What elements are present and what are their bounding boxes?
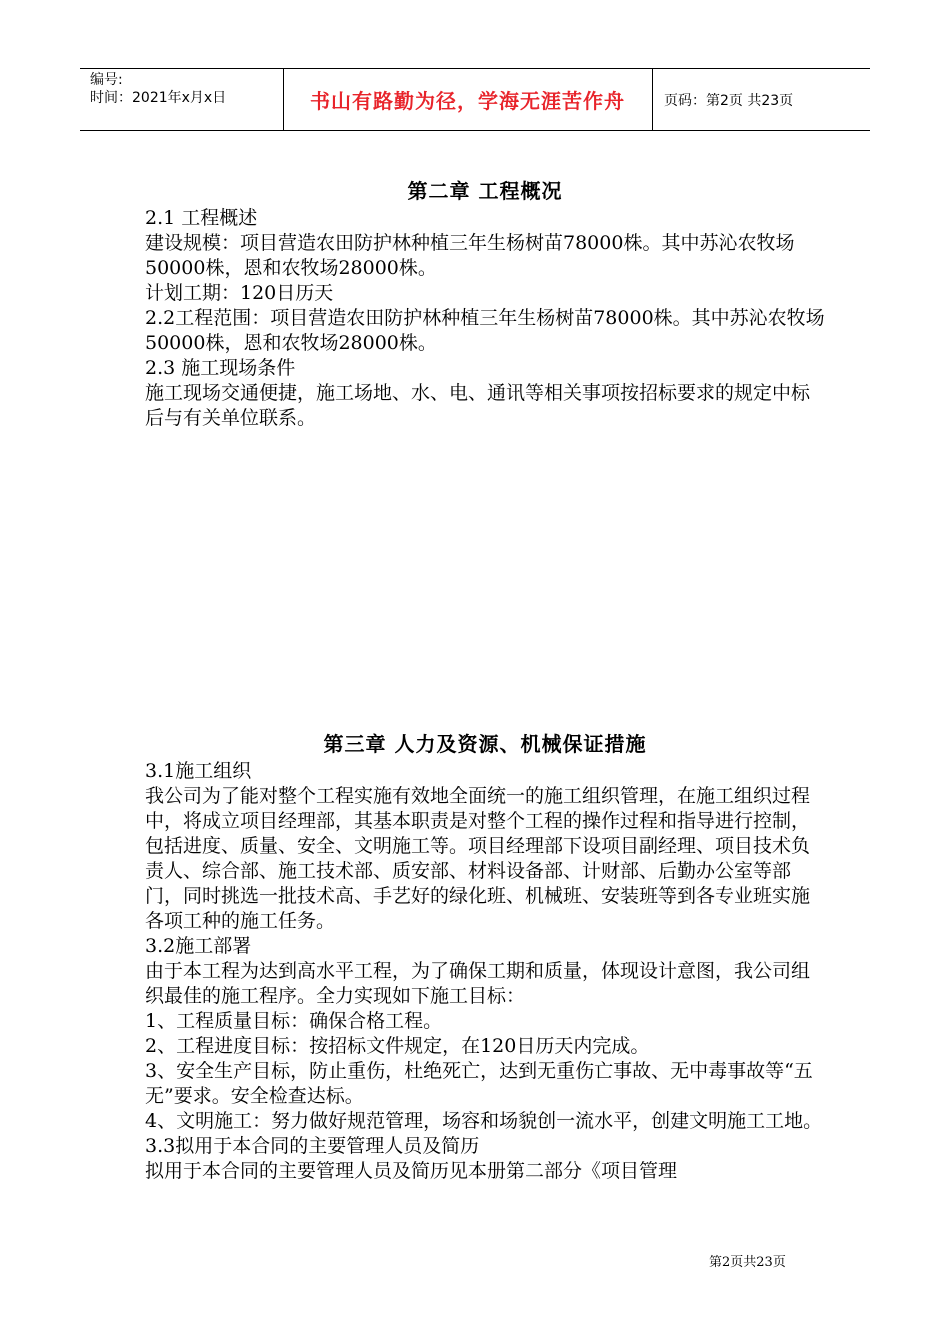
section-3-1-heading: 3.1施工组织 bbox=[145, 760, 252, 782]
section-2-3-heading: 2.3 施工现场条件 bbox=[145, 357, 296, 379]
section-3-2-heading: 3.2施工部署 bbox=[145, 935, 252, 957]
list-item: 1、工程质量目标：确保合格工程。 bbox=[145, 1010, 443, 1032]
header-page-number: 页码：第2页 共23页 bbox=[664, 92, 794, 109]
paragraph: 计划工期：120日历天 bbox=[145, 282, 334, 304]
document-body bbox=[145, 176, 825, 1184]
blank-space bbox=[145, 431, 825, 729]
list-item: 3、安全生产目标，防止重伤，杜绝死亡，达到无重伤亡事故、无中毒事故等“五无”要求。安全检查达标。 bbox=[145, 1060, 813, 1107]
document-code-label: 编号: bbox=[90, 72, 123, 88]
paragraph: 施工现场交通便捷，施工场地、水、电、通讯等相关事项按招标要求的规定中标后与有关单位联系。 bbox=[145, 382, 811, 429]
header-motto: 书山有路勤为径，学海无涯苦作舟 bbox=[310, 89, 625, 113]
section-3-3-heading: 3.3拟用于本合同的主要管理人员及简历 bbox=[145, 1135, 480, 1157]
paragraph: 拟用于本合同的主要管理人员及简历见本册第二部分《项目管理 bbox=[145, 1160, 678, 1182]
header-divider bbox=[652, 69, 653, 130]
paragraph: 由于本工程为达到高水平工程，为了确保工期和质量，体现设计意图，我公司组织最佳的施工程序。全力实现如下施工目标： bbox=[145, 960, 811, 1007]
page-header bbox=[80, 68, 870, 131]
header-meta bbox=[90, 71, 226, 107]
chapter2-title: 第二章 工程概况 bbox=[407, 179, 563, 203]
section-2-1-heading: 2.1 工程概述 bbox=[145, 207, 258, 229]
list-item: 4、文明施工：努力做好规范管理，场容和场貌创一流水平，创建文明施工工地。 bbox=[145, 1110, 823, 1132]
list-item: 2、工程进度目标：按招标文件规定，在120日历天内完成。 bbox=[145, 1035, 650, 1057]
paragraph: 建设规模：项目营造农田防护林种植三年生杨树苗78000株。其中苏沁农牧场50000株，恩和农牧场28000株。 bbox=[145, 232, 795, 279]
chapter3-title: 第三章 人力及资源、机械保证措施 bbox=[323, 732, 647, 756]
document-date: 时间：2021年x月x日 bbox=[90, 90, 227, 106]
paragraph: 2.2工程范围：项目营造农田防护林种植三年生杨树苗78000株。其中苏沁农牧场50000株，恩和农牧场28000株。 bbox=[145, 307, 825, 354]
paragraph: 我公司为了能对整个工程实施有效地全面统一的施工组织管理，在施工组织过程中，将成立项目经理部，其基本职责是对整个工程的操作过程和指导进行控制，包括进度、质量、安全、文明施工等。项目经理部下设项目副经理、项目技术负责人、综合部、施工技术部、质安部、材料设备部、计财部、后勤办公室等部门，同时挑选一批技术高、手艺好的绿化班、机械班、安装班等到各专业班实施各项工种的施工任务。 bbox=[145, 785, 811, 932]
page-footer: 第2页共23页 bbox=[709, 1255, 786, 1270]
